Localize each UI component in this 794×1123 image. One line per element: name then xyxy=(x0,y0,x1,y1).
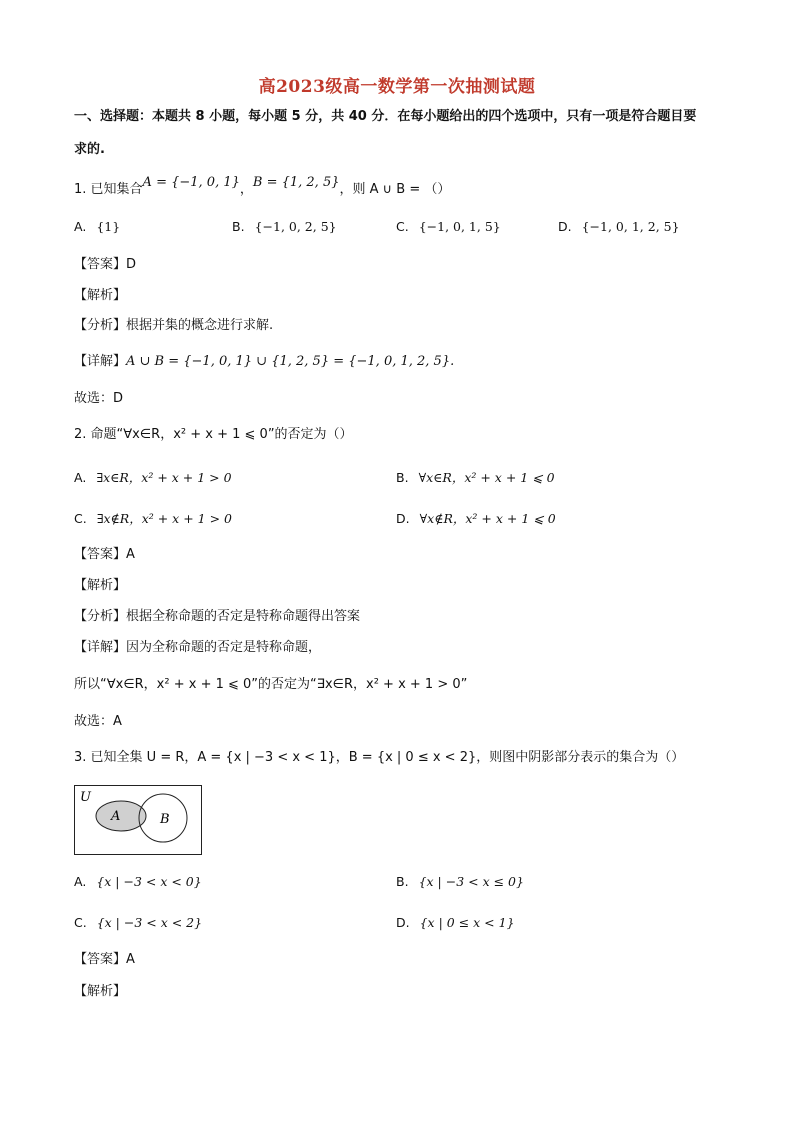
q1-stem xyxy=(74,175,451,199)
q1-option-d: D. {−1, 0, 1, 2, 5} xyxy=(558,219,680,234)
q1-analysis-tag: 【解析】 xyxy=(74,288,127,303)
q1-option-c: C. {−1, 0, 1, 5} xyxy=(396,219,501,234)
q3-answer: 【答案】A xyxy=(74,952,135,967)
q3-option-d: D. {x | 0 ≤ x < 1} xyxy=(396,915,515,930)
section-heading-line2: 求的. xyxy=(74,142,105,157)
q1-set-b: B = {1, 2, 5} xyxy=(252,175,340,190)
q1-fenxi: 【分析】根据并集的概念进行求解. xyxy=(74,318,274,333)
q2-detail-2: 所以“∀x∈R，x² + x + 1 ⩽ 0”的否定为“∃x∈R，x² + x + 1 > 0” xyxy=(74,677,468,692)
q2-option-b: B. ∀x∈R，x² + x + 1 ⩽ 0 xyxy=(396,470,555,485)
q1-sep: ， xyxy=(239,182,253,197)
q3-option-b: B. {x | −3 < x ≤ 0} xyxy=(396,874,524,889)
q2-analysis-tag: 【解析】 xyxy=(74,578,127,593)
q2-option-d: D. ∀x∉R，x² + x + 1 ⩽ 0 xyxy=(396,511,556,526)
q2-option-a: A. ∃x∈R，x² + x + 1 > 0 xyxy=(74,470,232,485)
venn-label-b: B xyxy=(160,812,170,827)
q3-stem: 3. 已知全集 U = R，A = {x | −3 < x < 1}，B = {x | 0 ≤ x < 2}，则图中阴影部分表示的集合为（） xyxy=(74,750,685,765)
q1-answer: 【答案】D xyxy=(74,257,137,272)
venn-set-a xyxy=(96,801,146,831)
page-title: 高2023级高一数学第一次抽测试题 xyxy=(258,77,536,97)
q1-choose: 故选：D xyxy=(74,391,124,406)
q1-set-a: A = {−1, 0, 1} xyxy=(142,175,240,190)
q2-stem: 2. 命题“∀x∈R，x² + x + 1 ⩽ 0”的否定为（） xyxy=(74,427,353,442)
q2-fenxi: 【分析】根据全称命题的否定是特称命题得出答案 xyxy=(74,609,361,624)
venn-label-a: A xyxy=(111,809,121,824)
q2-detail: 【详解】因为全称命题的否定是特称命题， xyxy=(74,640,322,655)
venn-diagram xyxy=(74,785,202,855)
q2-option-c: C. ∃x∉R，x² + x + 1 > 0 xyxy=(74,511,232,526)
venn-label-u: U xyxy=(80,790,91,805)
q2-answer: 【答案】A xyxy=(74,547,135,562)
q1-stem-pre: 1. 已知集合 xyxy=(74,182,143,197)
q1-option-a: A. {1} xyxy=(74,219,121,234)
section-heading-line1: 一、选择题：本题共 8 小题，每小题 5 分，共 40 分．在每小题给出的四个选项中，只有一项是符合题目要 xyxy=(74,109,697,124)
q1-detail: 【详解】A ∪ B = {−1, 0, 1} ∪ {1, 2, 5} = {−1, 0, 1, 2, 5}. xyxy=(74,354,455,369)
q3-analysis-tag: 【解析】 xyxy=(74,984,127,999)
q3-option-a: A. {x | −3 < x < 0} xyxy=(74,874,202,889)
q2-choose: 故选：A xyxy=(74,714,122,729)
q3-option-c: C. {x | −3 < x < 2} xyxy=(74,915,203,930)
q1-option-b: B. {−1, 0, 2, 5} xyxy=(232,219,337,234)
q1-stem-post: ，则 A ∪ B = （） xyxy=(339,182,451,197)
